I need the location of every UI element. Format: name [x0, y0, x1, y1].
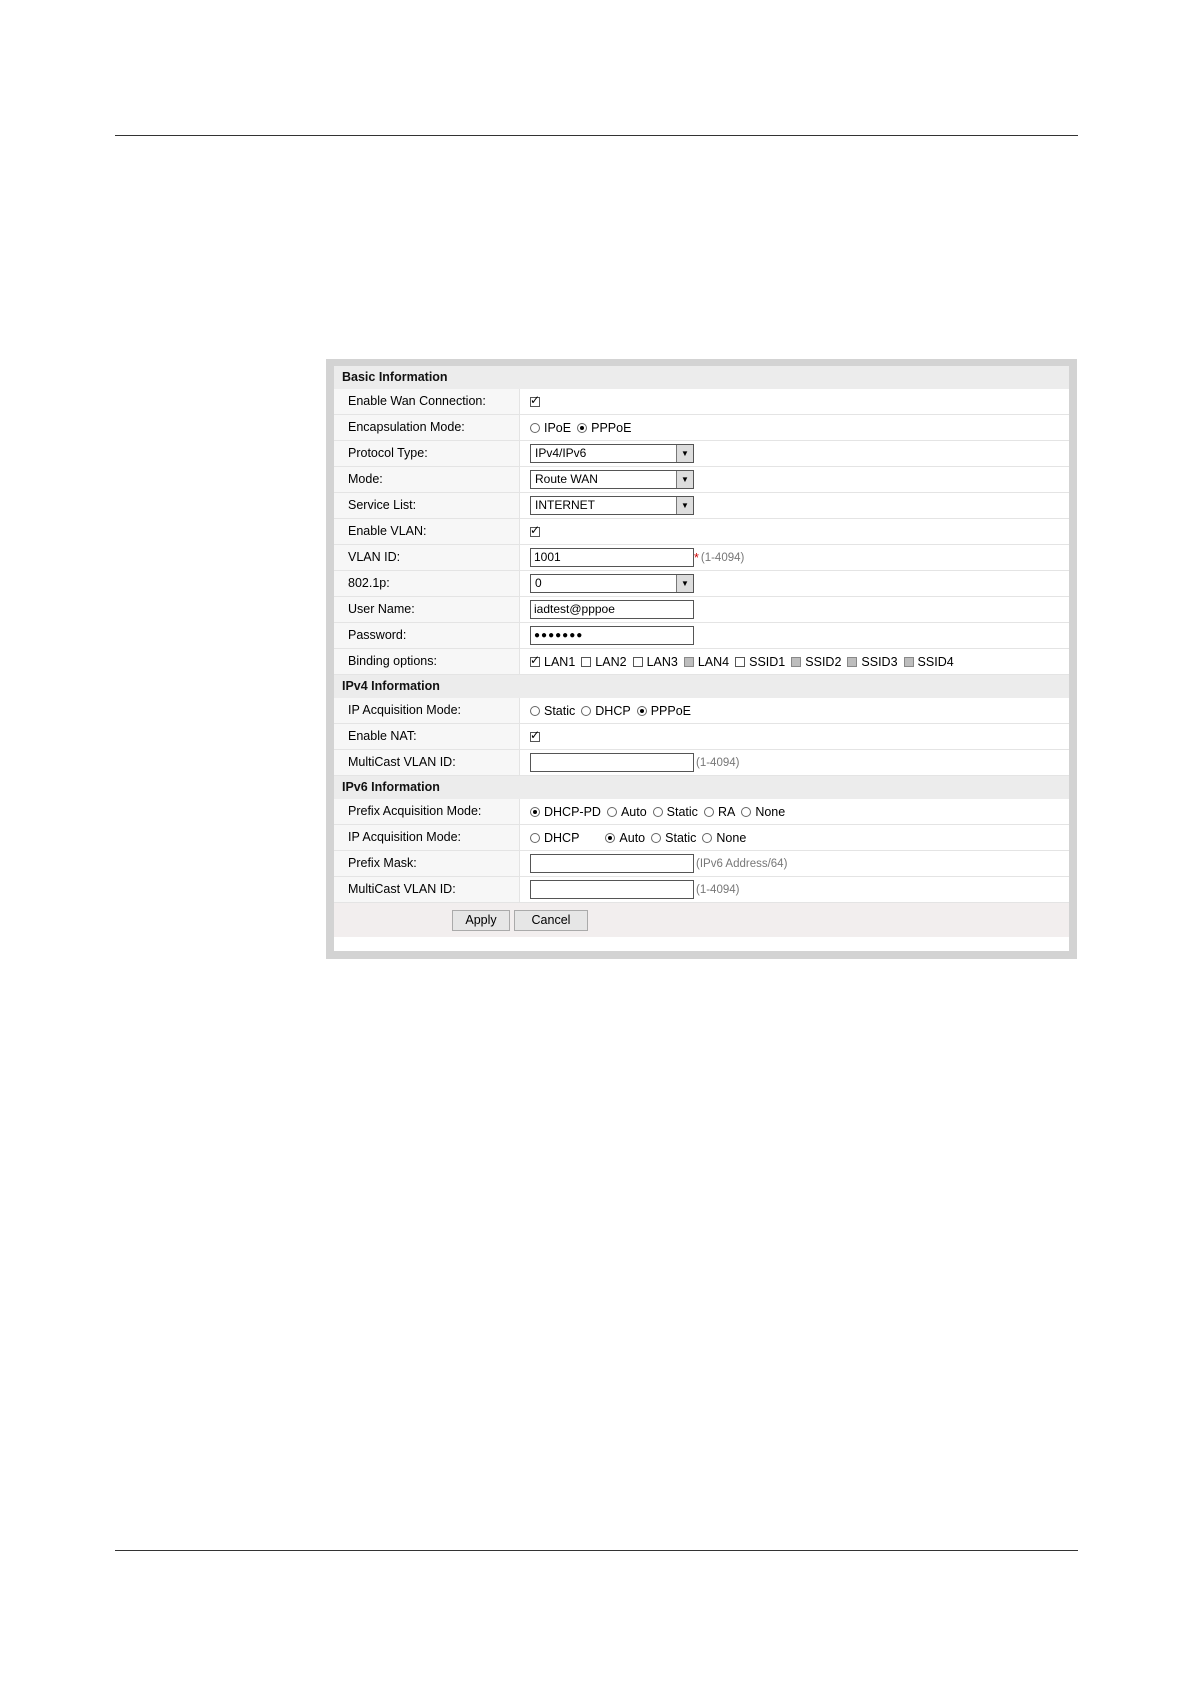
password-input[interactable]: ●●●●●●●	[530, 626, 694, 645]
binding-lan1-label: LAN1	[544, 654, 576, 669]
row-encapsulation	[334, 415, 1069, 441]
section-ipv6-information: IPv6 Information	[334, 776, 1069, 799]
binding-lan2-checkbox[interactable]	[581, 657, 591, 667]
row-ipv6-ip-mode	[334, 825, 1069, 851]
binding-ssid4-label: SSID4	[917, 654, 954, 669]
encap-pppoe-radio[interactable]	[577, 423, 587, 433]
ipv6-multicast-vlan-label: MultiCast VLAN ID:	[334, 877, 520, 902]
ipv6-multicast-vlan-hint: (1-4094)	[696, 883, 740, 896]
encap-ipoe-label: IPoE	[544, 420, 572, 435]
apply-button[interactable]: Apply	[452, 910, 510, 931]
wan-config-form	[334, 366, 1069, 951]
ipv4-pppoe-label: PPPoE	[650, 703, 691, 718]
ipv6-dhcp-radio[interactable]	[530, 833, 540, 843]
mode-value: Route WAN	[535, 472, 598, 486]
binding-ssid2-checkbox	[791, 657, 801, 667]
protocol-type-value: IPv4/IPv6	[535, 446, 587, 460]
binding-ssid4-checkbox	[904, 657, 914, 667]
mode-label: Mode:	[334, 467, 520, 492]
ipv6-static-radio[interactable]	[651, 833, 661, 843]
prefix-ra-radio[interactable]	[704, 807, 714, 817]
service-list-label: Service List:	[334, 493, 520, 518]
enable-wan-checkbox[interactable]	[530, 397, 540, 407]
user-name-input[interactable]: iadtest@pppoe	[530, 600, 694, 619]
ipv6-auto-radio[interactable]	[605, 833, 615, 843]
ipv4-pppoe-radio[interactable]	[637, 706, 647, 716]
service-list-select[interactable]	[530, 496, 694, 515]
ipv4-ip-mode-label: IP Acquisition Mode:	[334, 698, 520, 723]
chevron-down-icon[interactable]: ▼	[676, 497, 693, 514]
vlan-id-hint: (1-4094)	[700, 551, 745, 564]
chevron-down-icon[interactable]: ▼	[676, 575, 693, 592]
row-user-name	[334, 597, 1069, 623]
row-mode	[334, 467, 1069, 493]
binding-lan4-checkbox	[684, 657, 694, 667]
enable-wan-label: Enable Wan Connection:	[334, 389, 520, 414]
enable-vlan-label: Enable VLAN:	[334, 519, 520, 544]
prefix-none-radio[interactable]	[741, 807, 751, 817]
binding-lan4-label: LAN4	[697, 654, 730, 669]
row-ipv4-multicast-vlan	[334, 750, 1069, 776]
footer-rule	[115, 1550, 1078, 1551]
ipv6-multicast-vlan-input[interactable]	[530, 880, 694, 899]
row-password	[334, 623, 1069, 649]
ipv6-none-label: None	[716, 830, 747, 845]
binding-lan2-label: LAN2	[595, 654, 627, 669]
prefix-mask-label: Prefix Mask:	[334, 851, 520, 876]
ipv6-auto-label: Auto	[619, 830, 646, 845]
ipv6-ip-mode-label: IP Acquisition Mode:	[334, 825, 520, 850]
binding-ssid1-label: SSID1	[749, 654, 786, 669]
row-service-list	[334, 493, 1069, 519]
row-8021p	[334, 571, 1069, 597]
binding-lan1-checkbox[interactable]	[530, 657, 540, 667]
ipv4-multicast-vlan-hint: (1-4094)	[696, 756, 740, 769]
ipv4-static-radio[interactable]	[530, 706, 540, 716]
binding-lan3-label: LAN3	[646, 654, 678, 669]
row-prefix-mode	[334, 799, 1069, 825]
encapsulation-label: Encapsulation Mode:	[334, 415, 520, 440]
section-ipv4-information: IPv4 Information	[334, 675, 1069, 698]
prefix-mask-input[interactable]	[530, 854, 694, 873]
ipv6-none-radio[interactable]	[702, 833, 712, 843]
ipv4-multicast-vlan-input[interactable]	[530, 753, 694, 772]
ipv6-static-label: Static	[665, 830, 697, 845]
enable-nat-label: Enable NAT:	[334, 724, 520, 749]
vlan-id-input[interactable]: 1001	[530, 548, 694, 567]
row-enable-wan	[334, 389, 1069, 415]
protocol-type-select[interactable]	[530, 444, 694, 463]
chevron-down-icon[interactable]: ▼	[676, 471, 693, 488]
ipv6-dhcp-label: DHCP	[544, 830, 580, 845]
row-enable-nat	[334, 724, 1069, 750]
encap-pppoe-label: PPPoE	[591, 420, 632, 435]
row-binding-options	[334, 649, 1069, 675]
8021p-value: 0	[535, 576, 542, 590]
chevron-down-icon[interactable]: ▼	[676, 445, 693, 462]
vlan-id-label: VLAN ID:	[334, 545, 520, 570]
header-rule	[115, 135, 1078, 136]
row-vlan-id	[334, 545, 1069, 571]
form-footer	[334, 903, 1069, 937]
prefix-ra-label: RA	[717, 804, 736, 819]
prefix-none-label: None	[755, 804, 786, 819]
row-ipv4-ip-mode	[334, 698, 1069, 724]
prefix-mask-hint: (IPv6 Address/64)	[696, 857, 788, 870]
prefix-dhcppd-radio[interactable]	[530, 807, 540, 817]
row-enable-vlan	[334, 519, 1069, 545]
prefix-auto-label: Auto	[620, 804, 647, 819]
required-marker: *	[694, 550, 699, 565]
binding-ssid3-label: SSID3	[861, 654, 898, 669]
ipv4-dhcp-label: DHCP	[595, 703, 631, 718]
binding-options-label: Binding options:	[334, 649, 520, 674]
8021p-select[interactable]	[530, 574, 694, 593]
row-prefix-mask	[334, 851, 1069, 877]
password-label: Password:	[334, 623, 520, 648]
wan-config-panel	[326, 359, 1077, 959]
cancel-button[interactable]: Cancel	[514, 910, 588, 931]
enable-vlan-checkbox[interactable]	[530, 527, 540, 537]
prefix-auto-radio[interactable]	[607, 807, 617, 817]
ipv4-static-label: Static	[544, 703, 576, 718]
8021p-label: 802.1p:	[334, 571, 520, 596]
section-basic-information: Basic Information	[334, 366, 1069, 389]
prefix-static-radio[interactable]	[653, 807, 663, 817]
binding-lan3-checkbox[interactable]	[633, 657, 643, 667]
enable-nat-checkbox[interactable]	[530, 732, 540, 742]
prefix-static-label: Static	[666, 804, 698, 819]
binding-ssid1-checkbox[interactable]	[735, 657, 745, 667]
service-list-value: INTERNET	[535, 498, 595, 512]
ipv4-multicast-vlan-label: MultiCast VLAN ID:	[334, 750, 520, 775]
prefix-dhcppd-label: DHCP-PD	[544, 804, 601, 819]
ipv4-dhcp-radio[interactable]	[581, 706, 591, 716]
row-ipv6-multicast-vlan	[334, 877, 1069, 903]
encap-ipoe-radio[interactable]	[530, 423, 540, 433]
prefix-mode-label: Prefix Acquisition Mode:	[334, 799, 520, 824]
mode-select[interactable]	[530, 470, 694, 489]
binding-ssid3-checkbox	[847, 657, 857, 667]
protocol-type-label: Protocol Type:	[334, 441, 520, 466]
user-name-label: User Name:	[334, 597, 520, 622]
row-protocol-type	[334, 441, 1069, 467]
binding-ssid2-label: SSID2	[805, 654, 842, 669]
